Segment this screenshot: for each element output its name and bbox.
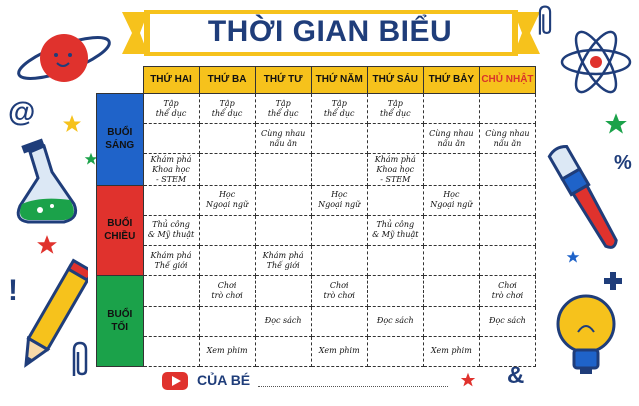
activity-cell: [255, 336, 311, 366]
flask-icon: [10, 138, 90, 228]
day-header: THỨ SÁU: [367, 67, 423, 94]
star-icon: [460, 372, 476, 388]
schedule-row: [97, 154, 536, 185]
activity-cell: [143, 306, 199, 336]
activity-cell: [199, 154, 255, 185]
session-label-sang: [97, 94, 144, 186]
activity-cell: Đọc sách: [367, 306, 423, 336]
activity-cell: [311, 246, 367, 276]
activity-cell: [479, 215, 535, 245]
activity-cell: [367, 124, 423, 154]
schedule-row: [97, 276, 536, 306]
activity-cell: [143, 276, 199, 306]
activity-cell: [423, 94, 479, 124]
schedule-table: [96, 66, 536, 367]
activity-cell: [311, 124, 367, 154]
footer-label: CỦA BÉ: [197, 372, 251, 388]
activity-cell: [423, 215, 479, 245]
activity-cell: Chơi trò chơi: [311, 276, 367, 306]
star-icon: [62, 114, 82, 134]
activity-cell: Cùng nhau nấu ăn: [255, 124, 311, 154]
session-label-line: TỐI: [111, 322, 129, 334]
days-header-row: [97, 67, 536, 94]
ampersand-icon: &: [507, 362, 525, 389]
session-label-toi: [97, 276, 144, 367]
activity-cell: [199, 215, 255, 245]
plus-icon: [602, 270, 624, 292]
activity-cell: [143, 336, 199, 366]
activity-cell: [199, 124, 255, 154]
exclamation-icon: !: [8, 274, 18, 307]
session-label-line: CHIỀU: [104, 231, 136, 243]
activity-cell: [367, 246, 423, 276]
session-label-line: BUỔI: [107, 127, 133, 139]
schedule-row: [97, 306, 536, 336]
lightbulb-icon: [548, 292, 624, 378]
activity-cell: [311, 215, 367, 245]
activity-cell: Xem phim: [423, 336, 479, 366]
at-symbol-icon: @: [8, 96, 36, 127]
schedule-row: [97, 124, 536, 154]
page-title: THỜI GIAN BIỂU: [207, 15, 453, 48]
day-header: THỨ TƯ: [255, 67, 311, 94]
activity-cell: [255, 154, 311, 185]
activity-cell: [199, 246, 255, 276]
day-header-sunday: CHỦ NHẬT: [479, 67, 535, 94]
activity-cell: [199, 306, 255, 336]
activity-cell: [423, 246, 479, 276]
schedule-row: [97, 336, 536, 366]
schedule-row: [97, 246, 536, 276]
activity-cell: Học Ngoại ngữ: [423, 185, 479, 215]
activity-cell: Đọc sách: [255, 306, 311, 336]
activity-cell: Xem phim: [311, 336, 367, 366]
activity-cell: [479, 246, 535, 276]
activity-cell: Cùng nhau nấu ăn: [423, 124, 479, 154]
activity-cell: [423, 276, 479, 306]
activity-cell: [479, 336, 535, 366]
activity-cell: Tập thể dục: [199, 94, 255, 124]
activity-cell: [255, 185, 311, 215]
activity-cell: Tập thể dục: [143, 94, 199, 124]
activity-cell: [255, 215, 311, 245]
activity-cell: Học Ngoại ngữ: [199, 185, 255, 215]
activity-cell: Cùng nhau nấu ăn: [479, 124, 535, 154]
activity-cell: [367, 276, 423, 306]
activity-cell: Khám phá Thế giới: [255, 246, 311, 276]
schedule-row: [97, 94, 536, 124]
activity-cell: Khám phá Khoa học - STEM: [143, 154, 199, 185]
session-label-line: BUỔI: [107, 218, 133, 230]
activity-cell: Thủ công & Mỹ thuật: [367, 215, 423, 245]
activity-cell: [423, 154, 479, 185]
activity-cell: [423, 306, 479, 336]
session-label-chieu: [97, 185, 144, 276]
day-header: THỨ HAI: [143, 67, 199, 94]
activity-cell: [255, 276, 311, 306]
session-label-line: SÁNG: [105, 140, 135, 152]
session-label-line: BUỔI: [107, 309, 133, 321]
star-icon: [566, 250, 580, 264]
schedule-row: [97, 185, 536, 215]
activity-cell: Khám phá Khoa học - STEM: [367, 154, 423, 185]
activity-cell: [479, 94, 535, 124]
activity-cell: Đọc sách: [479, 306, 535, 336]
activity-cell: Học Ngoại ngữ: [311, 185, 367, 215]
schedule-row: [97, 215, 536, 245]
activity-cell: Thủ công & Mỹ thuật: [143, 215, 199, 245]
activity-cell: [143, 185, 199, 215]
star-icon: [604, 112, 628, 136]
day-header: THỨ NĂM: [311, 67, 367, 94]
day-header: THỨ BẢY: [423, 67, 479, 94]
corner-cell: [97, 67, 144, 94]
activity-cell: [367, 185, 423, 215]
activity-cell: [367, 336, 423, 366]
activity-cell: [311, 154, 367, 185]
activity-cell: Chơi trò chơi: [199, 276, 255, 306]
paintbrush-icon: [546, 140, 626, 260]
activity-cell: Tập thể dục: [255, 94, 311, 124]
activity-cell: [479, 154, 535, 185]
name-line: [258, 386, 448, 387]
activity-cell: [479, 185, 535, 215]
activity-cell: Xem phim: [199, 336, 255, 366]
atom-icon: [556, 22, 636, 102]
activity-cell: Chơi trò chơi: [479, 276, 535, 306]
activity-cell: [311, 306, 367, 336]
activity-cell: Tập thể dục: [367, 94, 423, 124]
activity-cell: Khám phá Thế giới: [143, 246, 199, 276]
youtube-icon: [162, 372, 188, 390]
star-icon: [36, 234, 58, 256]
percent-icon: %: [614, 152, 632, 174]
paperclip-icon: [66, 340, 94, 380]
activity-cell: Tập thể dục: [311, 94, 367, 124]
day-header: THỨ BA: [199, 67, 255, 94]
activity-cell: [143, 124, 199, 154]
